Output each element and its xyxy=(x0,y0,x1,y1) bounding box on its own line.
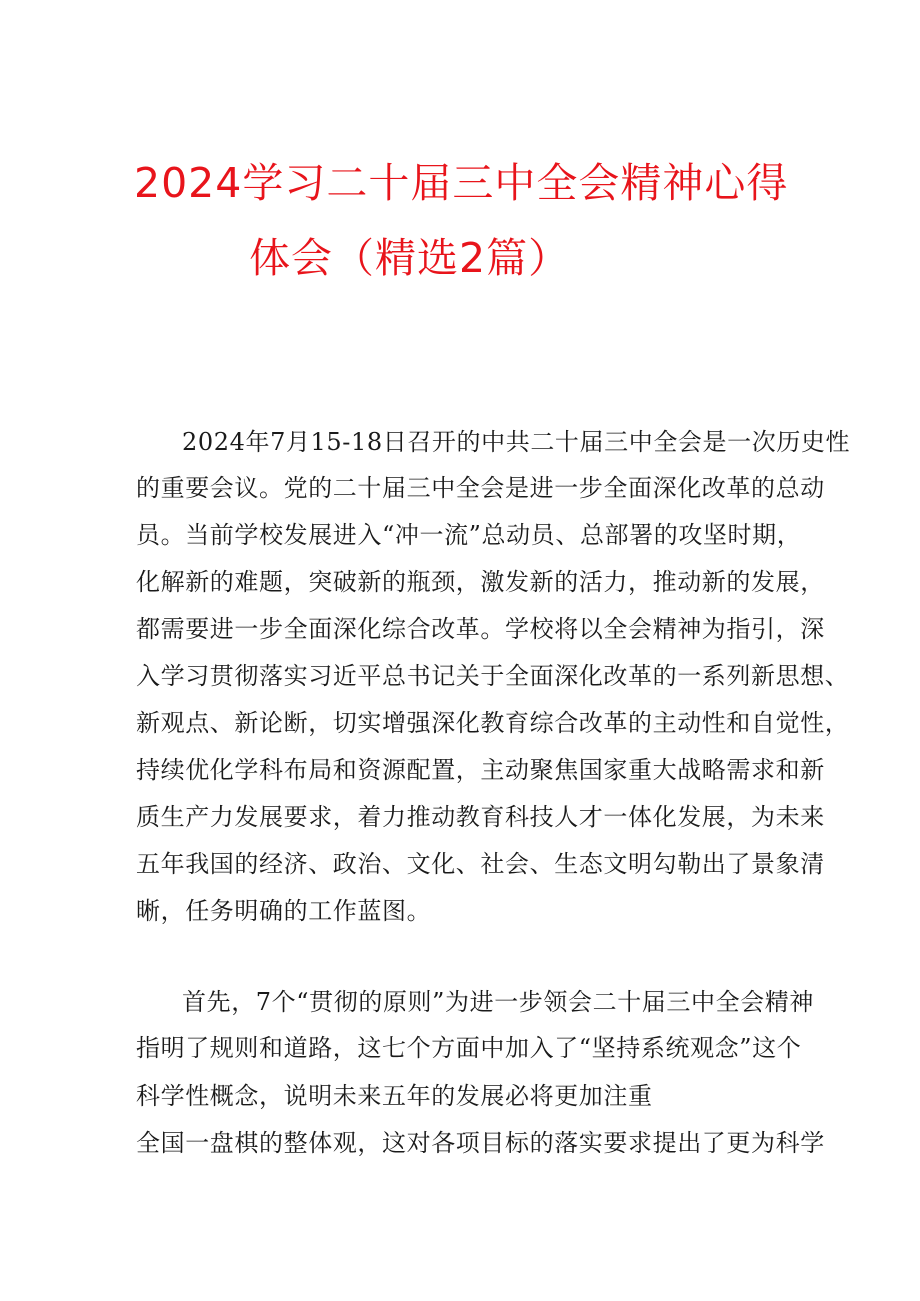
paragraph-1-line: 入学习贯彻落实习近平总书记关于全面深化改革的一系列新思想、 xyxy=(136,662,850,690)
paragraph-1-line: 的重要会议。党的二十届三中全会是进一步全面深化改革的总动 xyxy=(136,474,825,502)
paragraph-2-line: 首先，7个“贯彻的原则”为进一步领会二十届三中全会精神 xyxy=(182,988,815,1016)
paragraph-1-line: 都需要进一步全面深化综合改革。学校将以全会精神为指引，深 xyxy=(136,615,825,643)
paragraph-1-line: 新观点、新论断，切实增强深化教育综合改革的主动性和自觉性， xyxy=(136,709,850,737)
paragraph-1-line: 五年我国的经济、政治、文化、社会、生态文明勾勒出了景象清 xyxy=(136,850,825,878)
paragraph-2-line: 科学性概念，说明未来五年的发展必将更加注重 xyxy=(136,1082,653,1110)
paragraph-2-line: 全国一盘棋的整体观，这对各项目标的落实要求提出了更为科学 xyxy=(136,1129,825,1157)
paragraph-1-line: 2024年7月15-18日召开的中共二十届三中全会是一次历史性 xyxy=(182,428,851,456)
paragraph-2-line: 指明了规则和道路，这七个方面中加入了“坚持系统观念”这个 xyxy=(136,1034,802,1062)
paragraph-1-line: 持续优化学科布局和资源配置，主动聚焦国家重大战略需求和新 xyxy=(136,756,825,784)
paragraph-1-line: 化解新的难题，突破新的瓶颈，激发新的活力，推动新的发展， xyxy=(136,568,825,596)
document-title-line-2: 体会（精选2篇） xyxy=(249,234,571,282)
document-title-line-1: 2024学习二十届三中全会精神心得 xyxy=(134,159,789,207)
paragraph-1-line: 质生产力发展要求，着力推动教育科技人才一体化发展，为未来 xyxy=(136,803,825,831)
paragraph-1-line: 员。当前学校发展进入“冲一流”总动员、总部署的攻坚时期， xyxy=(136,521,802,549)
paragraph-1-line: 晰，任务明确的工作蓝图。 xyxy=(136,897,432,925)
